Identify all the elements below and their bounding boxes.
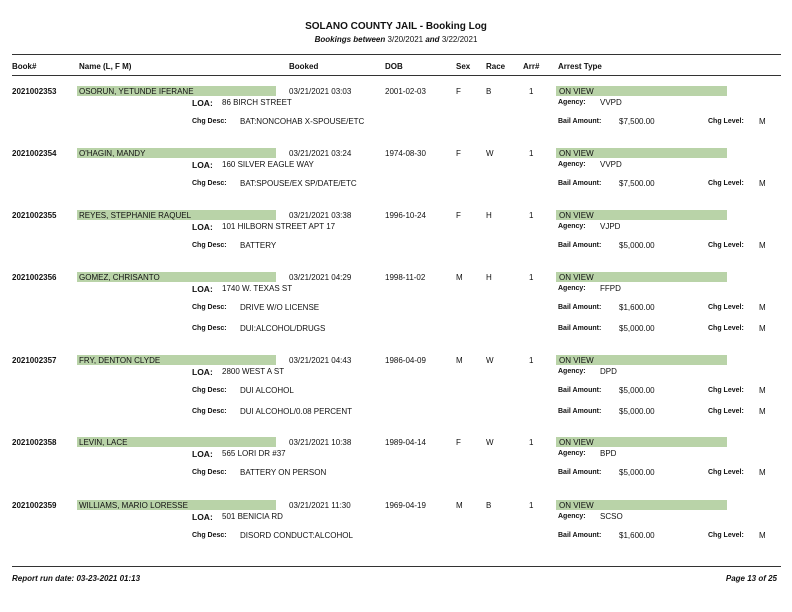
booked-datetime: 03/21/2021 04:29 xyxy=(289,273,352,282)
column-header-dob: DOB xyxy=(385,62,403,71)
chg-level-label: Chg Level: xyxy=(708,325,744,332)
chg-level-label: Chg Level: xyxy=(708,532,744,539)
bail-amount-label: Bail Amount: xyxy=(558,469,602,476)
sex: F xyxy=(456,149,461,158)
chg-desc-label: Chg Desc: xyxy=(192,387,227,394)
charge-description: BATTERY xyxy=(240,241,277,250)
loa-label: LOA: xyxy=(192,512,213,522)
arrest-number: 1 xyxy=(529,211,534,220)
race: W xyxy=(486,149,494,158)
report-subtitle xyxy=(0,35,792,44)
bail-amount: $5,000.00 xyxy=(619,241,655,250)
arrest-number: 1 xyxy=(529,149,534,158)
dob: 1969-04-19 xyxy=(385,501,426,510)
bail-amount: $7,500.00 xyxy=(619,117,655,126)
agency-label: Agency: xyxy=(558,161,586,168)
book-number: 2021002356 xyxy=(12,273,57,282)
person-name: O'HAGIN, MANDY xyxy=(79,149,146,158)
arrest-number: 1 xyxy=(529,87,534,96)
agency-label: Agency: xyxy=(558,513,586,520)
booking-record xyxy=(0,272,792,352)
agency-label: Agency: xyxy=(558,450,586,457)
sex: F xyxy=(456,438,461,447)
book-number: 2021002358 xyxy=(12,438,57,447)
chg-level-label: Chg Level: xyxy=(708,469,744,476)
column-header-arrest-type: Arrest Type xyxy=(558,62,602,71)
person-name: GOMEZ, CHRISANTO xyxy=(79,273,160,282)
race: H xyxy=(486,211,492,220)
book-number: 2021002354 xyxy=(12,149,57,158)
chg-level-label: Chg Level: xyxy=(708,304,744,311)
race: B xyxy=(486,87,492,96)
sex: M xyxy=(456,501,463,510)
dob: 1998-11-02 xyxy=(385,273,426,282)
agency-label: Agency: xyxy=(558,223,586,230)
charge-description: DUI ALCOHOL xyxy=(240,386,294,395)
report-title: SOLANO COUNTY JAIL - Booking Log xyxy=(305,21,487,32)
arrest-type: ON VIEW xyxy=(559,273,594,282)
bail-amount-label: Bail Amount: xyxy=(558,408,602,415)
bail-amount: $5,000.00 xyxy=(619,468,655,477)
booked-datetime: 03/21/2021 03:03 xyxy=(289,87,352,96)
subtitle-start-date: 3/20/2021 xyxy=(387,35,424,44)
sex: F xyxy=(456,211,461,220)
charge-level: M xyxy=(759,407,766,416)
charge-level: M xyxy=(759,386,766,395)
person-name: REYES, STEPHANIE RAQUEL xyxy=(79,211,192,220)
bail-amount: $5,000.00 xyxy=(619,407,655,416)
report-run-date: Report run date: 03-23-2021 01:13 xyxy=(12,574,141,583)
loa-address: 2800 WEST A ST xyxy=(222,367,285,376)
booked-datetime: 03/21/2021 04:43 xyxy=(289,356,352,365)
bail-amount: $7,500.00 xyxy=(619,179,655,188)
header-bottom-rule xyxy=(12,75,781,76)
person-name: OSORUN, YETUNDE IFERANE xyxy=(79,87,194,96)
bail-amount-label: Bail Amount: xyxy=(558,242,602,249)
column-header-book: Book# xyxy=(12,62,37,71)
dob: 1986-04-09 xyxy=(385,356,426,365)
loa-label: LOA: xyxy=(192,284,213,294)
column-header-race: Race xyxy=(486,62,506,71)
race: W xyxy=(486,356,494,365)
bail-amount-label: Bail Amount: xyxy=(558,325,602,332)
arrest-type: ON VIEW xyxy=(559,438,594,447)
agency-value: DPD xyxy=(600,367,617,376)
column-header-arr: Arr# xyxy=(523,62,540,71)
charge-description: DUI:ALCOHOL/DRUGS xyxy=(240,324,326,333)
bail-amount: $1,600.00 xyxy=(619,531,655,540)
chg-desc-label: Chg Desc: xyxy=(192,242,227,249)
person-name: LEVIN, LACE xyxy=(79,438,128,447)
book-number: 2021002357 xyxy=(12,356,57,365)
bail-amount-label: Bail Amount: xyxy=(558,180,602,187)
chg-desc-label: Chg Desc: xyxy=(192,118,227,125)
charge-description: BAT:SPOUSE/EX SP/DATE/ETC xyxy=(240,179,357,188)
chg-desc-label: Chg Desc: xyxy=(192,408,227,415)
arrest-type: ON VIEW xyxy=(559,87,594,96)
charge-level: M xyxy=(759,531,766,540)
arrest-type: ON VIEW xyxy=(559,211,594,220)
loa-label: LOA: xyxy=(192,449,213,459)
race: H xyxy=(486,273,492,282)
person-name: FRY, DENTON CLYDE xyxy=(79,356,161,365)
bail-amount: $5,000.00 xyxy=(619,324,655,333)
arrest-type: ON VIEW xyxy=(559,149,594,158)
chg-desc-label: Chg Desc: xyxy=(192,304,227,311)
charge-level: M xyxy=(759,241,766,250)
charge-description: BAT:NONCOHAB X-SPOUSE/ETC xyxy=(240,117,365,126)
arrest-type: ON VIEW xyxy=(559,501,594,510)
bail-amount-label: Bail Amount: xyxy=(558,387,602,394)
arrest-number: 1 xyxy=(529,356,534,365)
agency-value: VVPD xyxy=(600,98,622,107)
booked-datetime: 03/21/2021 03:38 xyxy=(289,211,352,220)
bail-amount-label: Bail Amount: xyxy=(558,118,602,125)
column-header-sex: Sex xyxy=(456,62,471,71)
subtitle-prefix: Bookings between xyxy=(314,35,386,44)
dob: 1989-04-14 xyxy=(385,438,426,447)
arrest-number: 1 xyxy=(529,501,534,510)
chg-desc-label: Chg Desc: xyxy=(192,469,227,476)
dob: 1996-10-24 xyxy=(385,211,426,220)
arrest-number: 1 xyxy=(529,273,534,282)
footer-rule xyxy=(12,566,781,567)
booking-record xyxy=(0,355,792,435)
loa-label: LOA: xyxy=(192,222,213,232)
sex: M xyxy=(456,356,463,365)
booked-datetime: 03/21/2021 10:38 xyxy=(289,438,352,447)
race: W xyxy=(486,438,494,447)
bail-amount-label: Bail Amount: xyxy=(558,532,602,539)
arrest-type: ON VIEW xyxy=(559,356,594,365)
sex: M xyxy=(456,273,463,282)
sex: F xyxy=(456,87,461,96)
charge-description: DUI ALCOHOL/0.08 PERCENT xyxy=(240,407,353,416)
column-header-booked: Booked xyxy=(289,62,319,71)
chg-level-label: Chg Level: xyxy=(708,387,744,394)
chg-level-label: Chg Level: xyxy=(708,180,744,187)
header-top-rule xyxy=(12,54,781,55)
loa-address: 501 BENICIA RD xyxy=(222,512,283,521)
agency-label: Agency: xyxy=(558,285,586,292)
charge-level: M xyxy=(759,324,766,333)
charge-level: M xyxy=(759,468,766,477)
bail-amount: $1,600.00 xyxy=(619,303,655,312)
loa-label: LOA: xyxy=(192,367,213,377)
loa-address: 86 BIRCH STREET xyxy=(222,98,292,107)
charge-description: DISORD CONDUCT:ALCOHOL xyxy=(240,531,353,540)
bail-amount-label: Bail Amount: xyxy=(558,304,602,311)
book-number: 2021002355 xyxy=(12,211,57,220)
subtitle-and: and xyxy=(425,35,440,44)
agency-label: Agency: xyxy=(558,368,586,375)
loa-address: 565 LORI DR #37 xyxy=(222,449,286,458)
chg-level-label: Chg Level: xyxy=(708,118,744,125)
page-number: Page 13 of 25 xyxy=(725,574,777,583)
booked-datetime: 03/21/2021 11:30 xyxy=(289,501,351,510)
loa-address: 160 SILVER EAGLE WAY xyxy=(222,160,314,169)
column-header-name: Name (L, F M) xyxy=(79,62,132,71)
loa-address: 101 HILBORN STREET APT 17 xyxy=(222,222,336,231)
loa-label: LOA: xyxy=(192,160,213,170)
chg-level-label: Chg Level: xyxy=(708,408,744,415)
dob: 2001-02-03 xyxy=(385,87,426,96)
agency-value: VJPD xyxy=(600,222,621,231)
charge-level: M xyxy=(759,179,766,188)
charge-description: BATTERY ON PERSON xyxy=(240,468,327,477)
loa-address: 1740 W. TEXAS ST xyxy=(222,284,293,293)
booking-record xyxy=(0,500,792,580)
agency-value: FFPD xyxy=(600,284,621,293)
agency-label: Agency: xyxy=(558,99,586,106)
agency-value: BPD xyxy=(600,449,617,458)
chg-desc-label: Chg Desc: xyxy=(192,532,227,539)
charge-description: DRIVE W/O LICENSE xyxy=(240,303,320,312)
chg-level-label: Chg Level: xyxy=(708,242,744,249)
agency-value: SCSO xyxy=(600,512,623,521)
person-name: WILLIAMS, MARIO LORESSE xyxy=(79,501,188,510)
agency-value: VVPD xyxy=(600,160,622,169)
book-number: 2021002359 xyxy=(12,501,57,510)
charge-level: M xyxy=(759,303,766,312)
race: B xyxy=(486,501,492,510)
subtitle-end-date: 3/22/2021 xyxy=(441,35,478,44)
booked-datetime: 03/21/2021 03:24 xyxy=(289,149,352,158)
dob: 1974-08-30 xyxy=(385,149,426,158)
chg-desc-label: Chg Desc: xyxy=(192,180,227,187)
arrest-number: 1 xyxy=(529,438,534,447)
loa-label: LOA: xyxy=(192,98,213,108)
chg-desc-label: Chg Desc: xyxy=(192,325,227,332)
book-number: 2021002353 xyxy=(12,87,57,96)
charge-level: M xyxy=(759,117,766,126)
bail-amount: $5,000.00 xyxy=(619,386,655,395)
